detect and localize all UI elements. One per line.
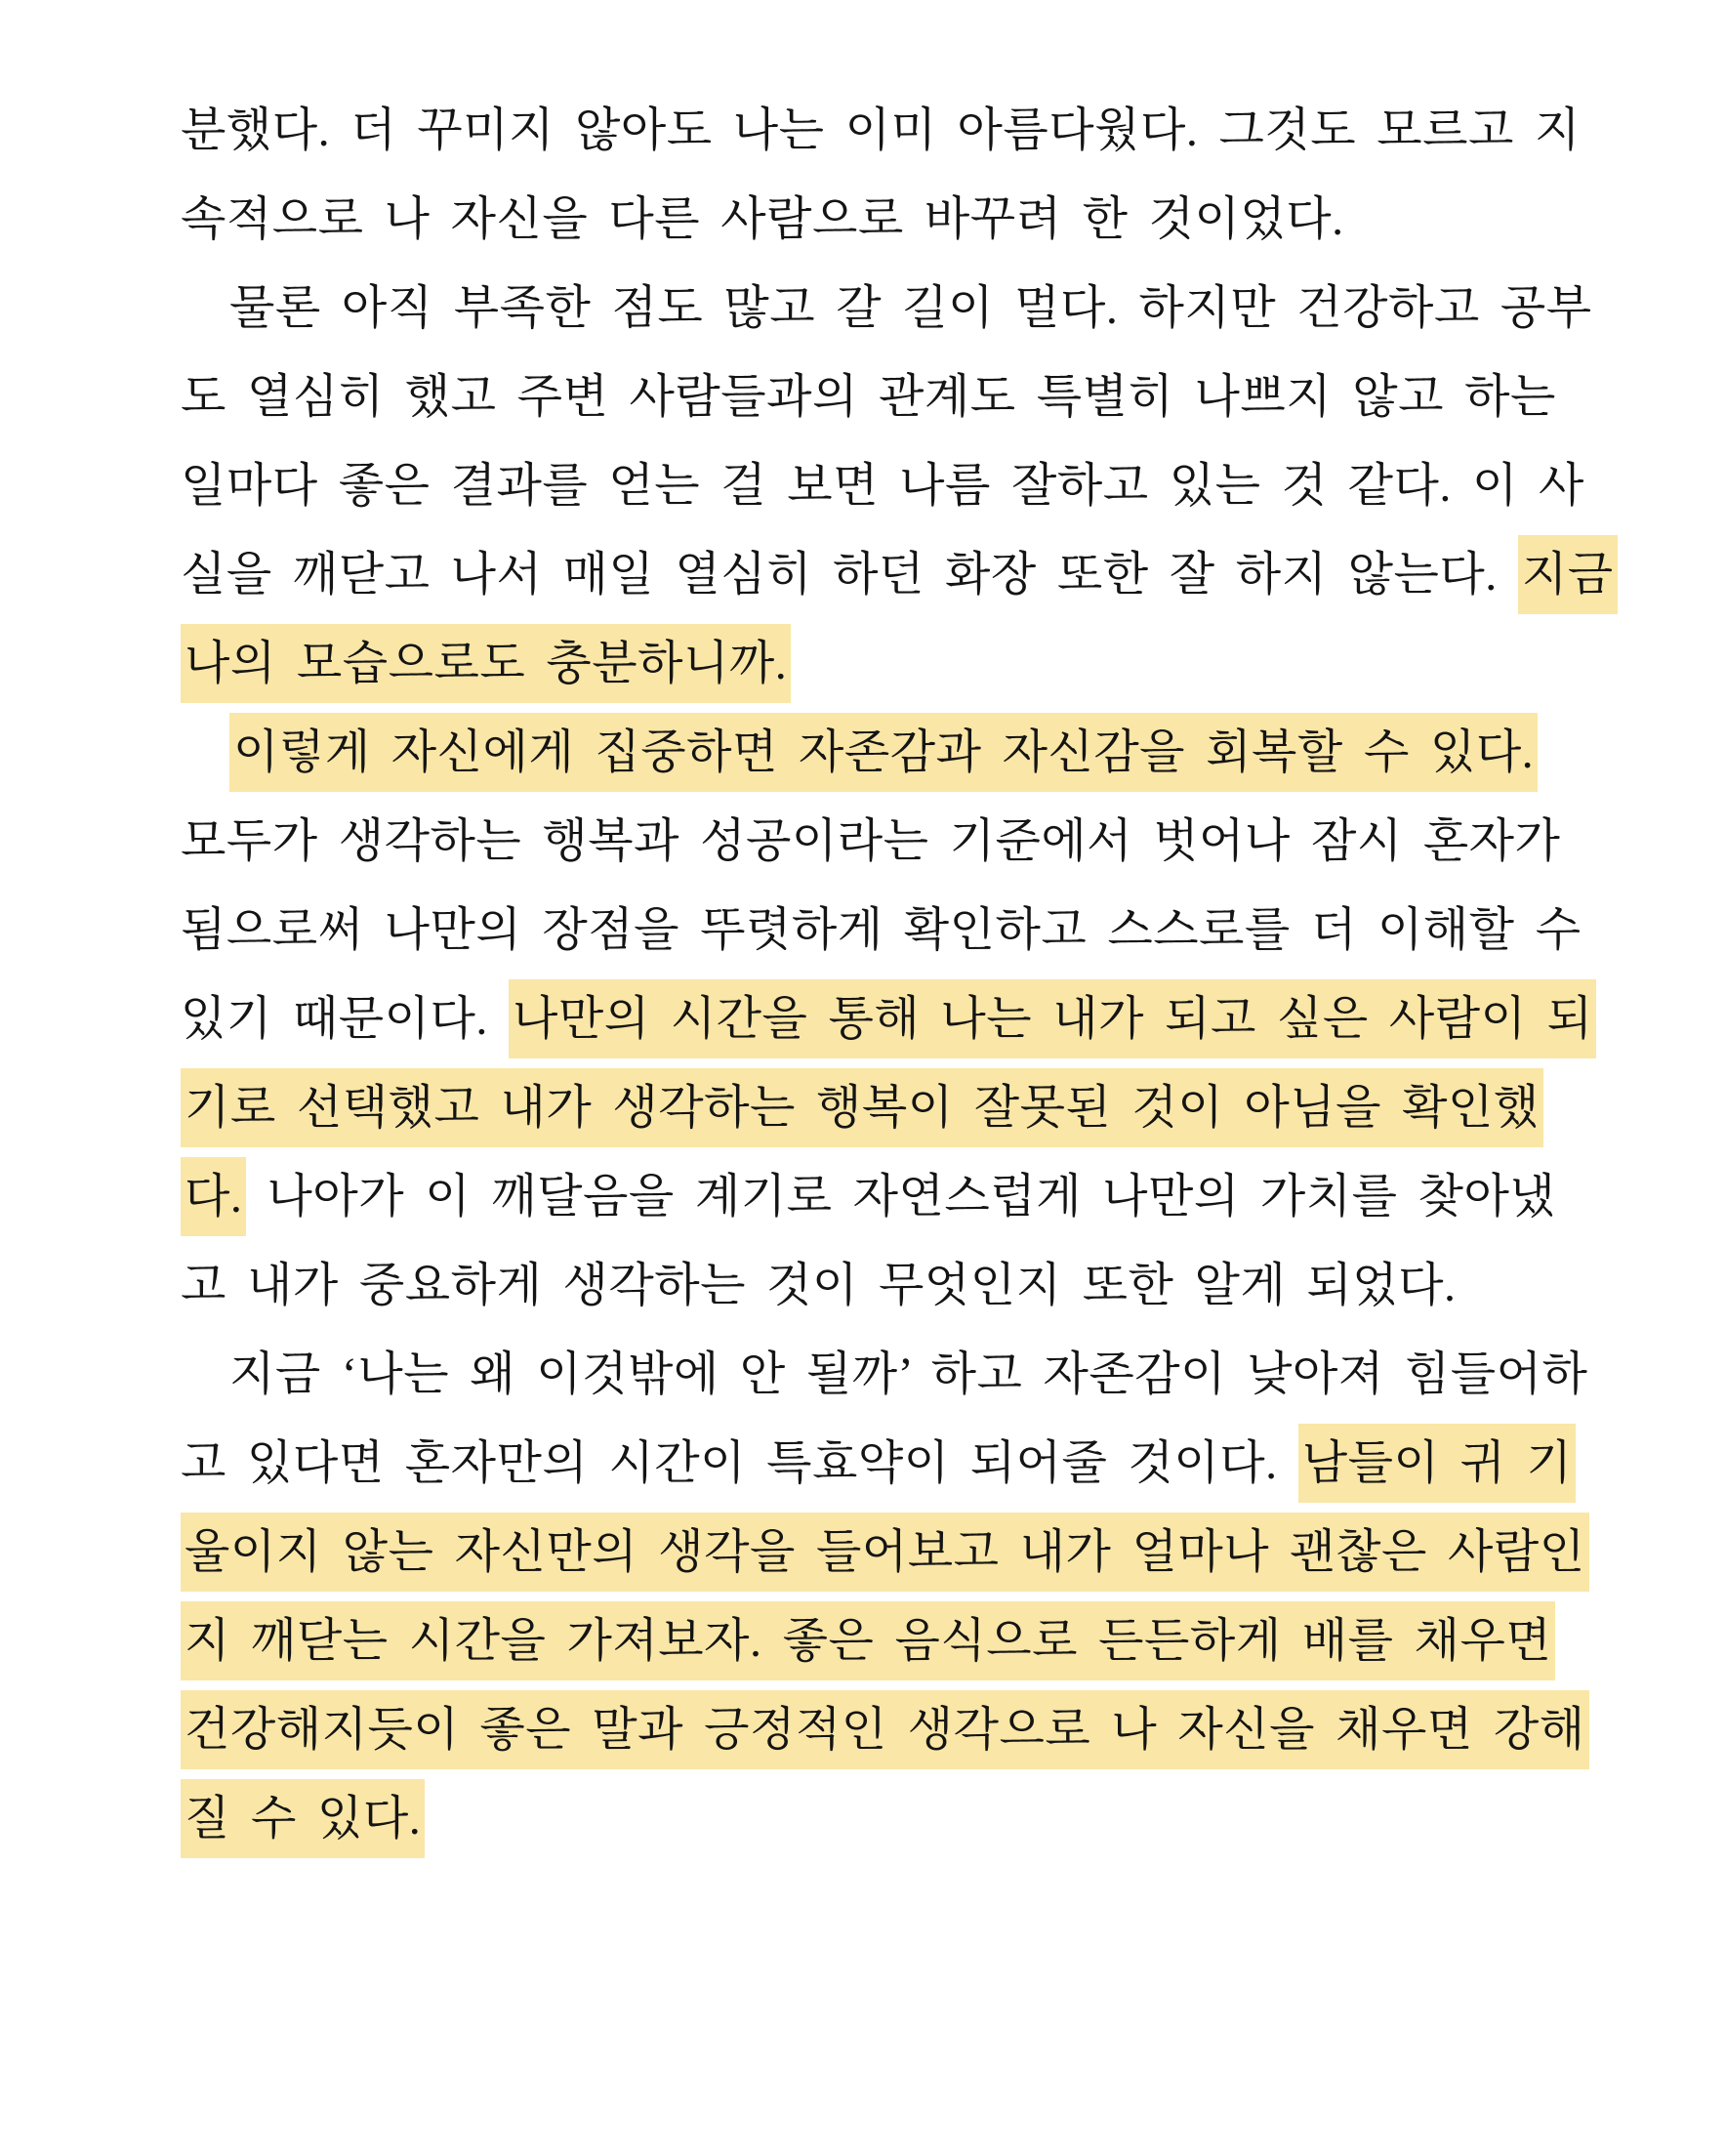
text-line bbox=[181, 619, 1577, 708]
highlighted-text[interactable]: 기로 선택했고 내가 생각하는 행복이 잘못된 것이 아님을 확인했 bbox=[181, 1068, 1543, 1147]
text-segment: 됨으로써 나만의 장점을 뚜렷하게 확인하고 스스로를 더 이해할 수 bbox=[181, 904, 1582, 956]
text-line bbox=[181, 1596, 1577, 1685]
text-line bbox=[181, 886, 1582, 974]
text-line bbox=[181, 175, 1577, 264]
text-line bbox=[181, 974, 1593, 1063]
text-segment: 물론 아직 부족한 점도 많고 갈 길이 멀다. 하지만 건강하고 공부 bbox=[229, 282, 1592, 334]
text-segment: 일마다 좋은 결과를 얻는 걸 보면 나름 잘하고 있는 것 같다. 이 사 bbox=[181, 460, 1584, 512]
text-line bbox=[181, 530, 1614, 619]
highlighted-text[interactable]: 질 수 있다. bbox=[181, 1779, 425, 1858]
text-line bbox=[181, 1063, 1577, 1152]
text-segment: 지금 ‘나는 왜 이것밖에 안 될까’ 하고 자존감이 낮아져 힘들어하 bbox=[229, 1348, 1588, 1400]
highlighted-text[interactable]: 남들이 귀 기 bbox=[1298, 1424, 1577, 1503]
text-line bbox=[181, 1685, 1585, 1774]
text-line bbox=[181, 797, 1577, 886]
text-line bbox=[181, 352, 1577, 441]
highlighted-text[interactable]: 다. bbox=[181, 1157, 246, 1236]
text-segment: 도 열심히 했고 주변 사람들과의 관계도 특별히 나쁘지 않고 하는 bbox=[181, 371, 1556, 423]
highlighted-text[interactable]: 나의 모습으로도 충분하니까. bbox=[181, 624, 791, 703]
text-line bbox=[181, 1241, 1577, 1330]
text-segment: 고 내가 중요하게 생각하는 것이 무엇인지 또한 알게 되었다. bbox=[181, 1260, 1457, 1311]
highlighted-text[interactable]: 지금 bbox=[1518, 535, 1618, 614]
text-line bbox=[181, 708, 1577, 797]
highlighted-text[interactable]: 나만의 시간을 통해 나는 내가 되고 싶은 사람이 되 bbox=[509, 979, 1596, 1058]
text-segment: 있기 때문이다. bbox=[181, 993, 509, 1045]
text-line bbox=[181, 1508, 1585, 1596]
text-segment: 고 있다면 혼자만의 시간이 특효약이 되어줄 것이다. bbox=[181, 1437, 1298, 1489]
text-line bbox=[181, 1419, 1577, 1508]
highlighted-text[interactable]: 지 깨닫는 시간을 가져보자. 좋은 음식으로 든든하게 배를 채우면 bbox=[181, 1601, 1555, 1680]
text-segment: 모두가 생각하는 행복과 성공이라는 기준에서 벗어나 잠시 혼자가 bbox=[181, 815, 1561, 867]
text-content bbox=[181, 86, 1614, 1863]
text-line bbox=[181, 441, 1584, 530]
text-segment: 실을 깨닫고 나서 매일 열심히 하던 화장 또한 잘 하지 않는다. bbox=[181, 549, 1518, 601]
highlighted-text[interactable]: 이렇게 자신에게 집중하면 자존감과 자신감을 회복할 수 있다. bbox=[229, 713, 1538, 792]
text-segment: 나아가 이 깨달음을 계기로 자연스럽게 나만의 가치를 찾아냈 bbox=[246, 1171, 1556, 1223]
text-segment: 속적으로 나 자신을 다른 사람으로 바꾸려 한 것이었다. bbox=[181, 193, 1344, 245]
text-line bbox=[181, 264, 1592, 352]
text-line bbox=[181, 1330, 1588, 1419]
text-line bbox=[181, 1774, 1577, 1863]
text-line bbox=[181, 86, 1581, 175]
highlighted-text[interactable]: 건강해지듯이 좋은 말과 긍정적인 생각으로 나 자신을 채우면 강해 bbox=[181, 1690, 1589, 1769]
highlighted-text[interactable]: 울이지 않는 자신만의 생각을 들어보고 내가 얼마나 괜찮은 사람인 bbox=[181, 1513, 1589, 1592]
text-segment: 분했다. 더 꾸미지 않아도 나는 이미 아름다웠다. 그것도 모르고 지 bbox=[181, 104, 1581, 156]
text-line bbox=[181, 1152, 1577, 1241]
